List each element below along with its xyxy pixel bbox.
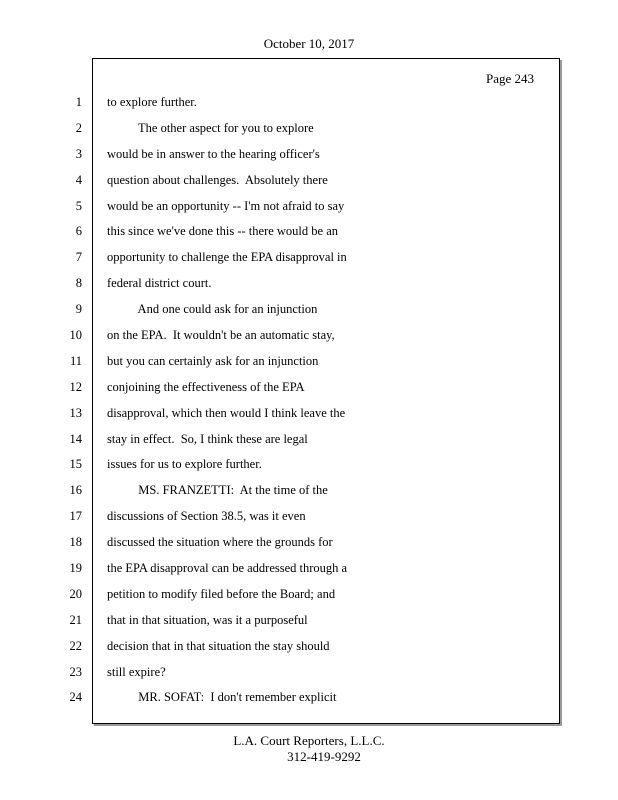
transcript-line: conjoining the effectiveness of the EPA bbox=[107, 379, 305, 394]
line-number: 3 bbox=[75, 146, 82, 161]
transcript-line: the EPA disapproval can be addressed through a bbox=[107, 561, 348, 576]
line-number: 7 bbox=[75, 250, 82, 265]
line-number: 20 bbox=[69, 586, 82, 601]
transcript-line: would be an opportunity -- I'm not afraid to say bbox=[107, 198, 345, 213]
footer bbox=[0, 733, 618, 765]
transcript-line: federal district court. bbox=[107, 276, 212, 291]
line-number: 8 bbox=[75, 276, 82, 291]
transcript-line: discussions of Section 38.5, was it even bbox=[107, 509, 306, 524]
court-reporter-name: L.A. Court Reporters, L.L.C. bbox=[233, 733, 385, 748]
transcript-date: October 10, 2017 bbox=[263, 36, 355, 51]
line-number: 17 bbox=[69, 509, 82, 524]
transcript-line: MR. SOFAT: I don't remember explicit bbox=[107, 690, 337, 705]
transcript-line: to explore further. bbox=[107, 95, 197, 109]
line-number: 23 bbox=[69, 664, 82, 679]
court-reporter-phone: 312-419-9292 bbox=[287, 749, 361, 764]
transcript-line: but you can certainly ask for an injunction bbox=[107, 353, 319, 368]
transcript-line: this since we've done this -- there would be an bbox=[107, 224, 339, 239]
line-number: 10 bbox=[69, 328, 82, 343]
transcript-line: issues for us to explore further. bbox=[107, 457, 262, 472]
transcript-line: And one could ask for an injunction bbox=[107, 302, 318, 317]
line-number: 2 bbox=[75, 120, 82, 135]
transcript-line: disapproval, which then would I think leave the bbox=[107, 405, 346, 420]
line-number: 13 bbox=[69, 405, 82, 420]
line-number: 21 bbox=[69, 612, 82, 627]
transcript-line: would be in answer to the hearing officer's bbox=[107, 146, 320, 161]
line-number: 19 bbox=[69, 561, 82, 576]
transcript-line: The other aspect for you to explore bbox=[107, 120, 314, 135]
line-number: 24 bbox=[69, 690, 82, 705]
line-number-column bbox=[58, 92, 82, 713]
line-number: 11 bbox=[69, 353, 82, 368]
line-number: 16 bbox=[69, 483, 82, 498]
transcript-line: still expire? bbox=[107, 664, 166, 679]
transcript-text bbox=[107, 92, 407, 713]
line-number: 15 bbox=[69, 457, 82, 472]
transcript-line: on the EPA. It wouldn't be an automatic stay, bbox=[107, 328, 335, 343]
transcript-line: decision that in that situation the stay should bbox=[107, 638, 330, 653]
transcript-line: discussed the situation where the grounds for bbox=[107, 535, 333, 550]
line-number: 22 bbox=[69, 638, 82, 653]
page-number: Page 243 bbox=[485, 71, 534, 86]
line-number: 6 bbox=[75, 224, 82, 239]
transcript-line: stay in effect. So, I think these are legal bbox=[107, 431, 308, 446]
line-number: 12 bbox=[69, 379, 82, 394]
line-number: 9 bbox=[75, 302, 82, 317]
line-number: 18 bbox=[69, 535, 82, 550]
transcript-line: MS. FRANZETTI: At the time of the bbox=[107, 483, 328, 498]
transcript-line: petition to modify filed before the Board; and bbox=[107, 586, 336, 601]
line-number: 1 bbox=[75, 95, 82, 109]
line-number: 14 bbox=[69, 431, 82, 446]
transcript-line: that in that situation, was it a purposeful bbox=[107, 612, 308, 627]
transcript-line: opportunity to challenge the EPA disapproval in bbox=[107, 250, 347, 265]
line-number: 5 bbox=[75, 198, 82, 213]
line-number: 4 bbox=[75, 172, 82, 187]
transcript-line: question about challenges. Absolutely there bbox=[107, 172, 328, 187]
